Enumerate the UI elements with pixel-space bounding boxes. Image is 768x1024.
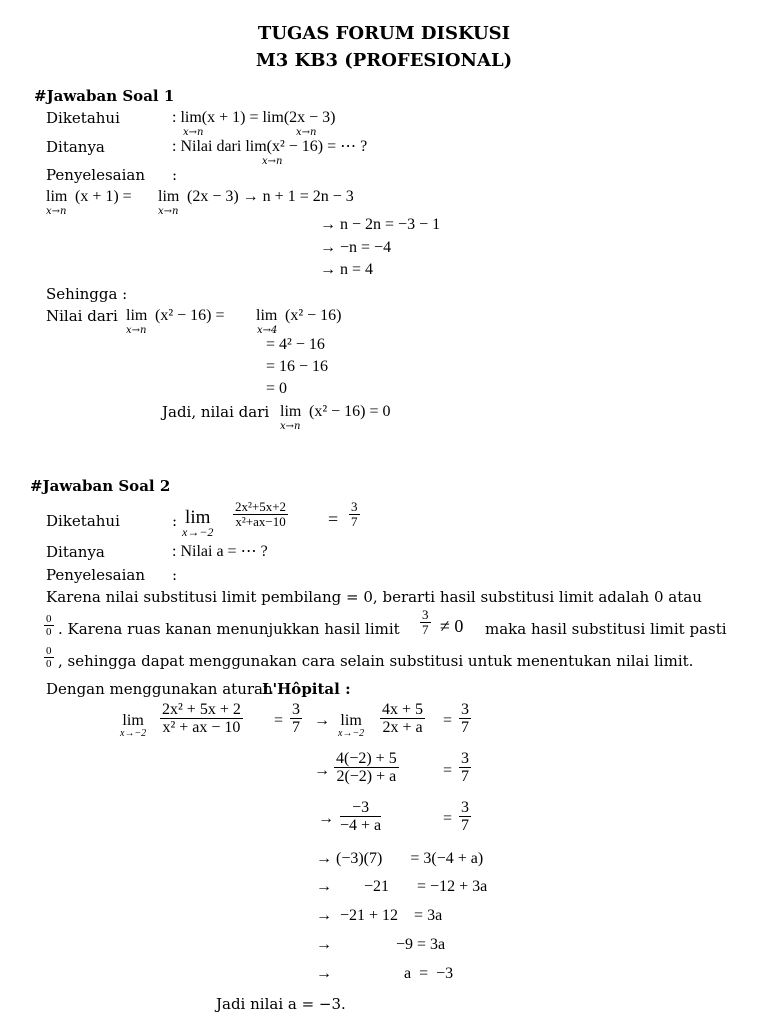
soal2-diketahui-eq: = <box>328 509 339 529</box>
soal2-s1-rhs: $\frac{3}{7}$ <box>461 750 469 785</box>
soal2-s5: → −21 + 12 = 3a <box>316 907 443 924</box>
soal1-step4: → n = 4 <box>320 261 374 278</box>
soal1-jadi-sub: x→n <box>280 421 301 432</box>
soal2-s1-frac: $\frac{4(-2) + 5}{2(-2) + a}$ <box>336 750 397 785</box>
soal2-s1-eq: = <box>443 762 453 779</box>
soal1-penyelesaian-label: Penyelesaian <box>46 166 146 184</box>
soal2-main-arrow: → <box>314 712 330 729</box>
soal2-diketahui-frac: $\frac{\text{2x²+5x+2}}{\text{x²+ax−10}}$ <box>235 499 287 529</box>
soal1-calc1: = 4² − 16 <box>266 336 325 353</box>
soal2-lhopital-bold: L'Hôpital : <box>262 680 351 698</box>
soal1-calc2: = 16 − 16 <box>266 358 329 375</box>
soal2-main-frac: $\frac{\text{2x² + 5x + 2}}{\text{x² + ax − 10}}$ <box>162 701 241 736</box>
soal1-diketahui-value: : lim(x + 1) = lim(2x − 3) <box>172 109 336 126</box>
soal2-heading: #Jawaban Soal 2 <box>30 477 171 495</box>
soal1-ditanya-label: Ditanya <box>46 138 105 156</box>
soal2-main-lim1: lim x→−2 <box>120 712 147 739</box>
soal2-para1: Karena nilai substitusi limit pembilang = 0, berarti hasil substitusi limit adalah 0 atau <box>46 588 702 606</box>
soal2-diketahui-rhs: $\frac{3}{7}$ <box>351 499 358 529</box>
soal2-para2a: . Karena ruas kanan menunjukkan hasil limit <box>58 620 400 638</box>
soal2-lhopital-prefix: Dengan menggunakan aturan <box>46 680 273 698</box>
soal1-nilai-sub1: x→n <box>126 325 147 336</box>
soal2-ditanya-label: Ditanya <box>46 543 105 561</box>
title-line-2: M3 KB3 (PROFESIONAL) <box>255 50 513 71</box>
soal2-zero-over-zero-1: $\frac{0}{0}$ <box>46 613 52 638</box>
soal2-s6: → −9 = 3a <box>316 936 446 953</box>
soal1-calc3: = 0 <box>266 380 288 397</box>
soal1-step1-lim2: lim <box>158 188 180 205</box>
soal2-s2-rhs: $\frac{3}{7}$ <box>461 799 469 834</box>
soal2-para2-frac: $\frac{3}{7}$ <box>422 607 429 637</box>
soal2-s1-arrow: → <box>314 762 330 779</box>
soal2-s2-eq: = <box>443 810 453 827</box>
soal1-jadi-expr: (x² − 16) = 0 <box>309 403 391 420</box>
soal1-nilai-dari: Nilai dari <box>46 307 118 325</box>
soal1-step1-sub2: x→n <box>158 206 179 217</box>
soal1-nilai-sub2: x→4 <box>257 325 278 336</box>
soal1-nilai-expr1: (x² − 16) = <box>155 307 225 324</box>
soal1-jadi-prefix: Jadi, nilai dari <box>162 403 270 421</box>
soal2-deriv-frac: $\frac{4x + 5}{2x + a}$ <box>382 701 424 736</box>
soal1-step1-right: (2x − 3) → n + 1 = 2n − 3 <box>187 188 354 205</box>
soal2-main-eq: = <box>274 712 284 729</box>
soal1-jadi-lim: lim <box>280 403 302 420</box>
soal1-penyelesaian-colon: : <box>172 166 178 184</box>
soal2-zero-over-zero-2: $\frac{0}{0}$ <box>46 645 52 670</box>
title-line-1: TUGAS FORUM DISKUSI <box>257 23 511 44</box>
soal2-s3: → (−3)(7) = 3(−4 + a) <box>316 850 484 867</box>
soal1-ditanya-sub: x→n <box>262 156 283 167</box>
soal2-s4: → −21 = −12 + 3a <box>316 878 488 895</box>
soal2-para2c: maka hasil substitusi limit pasti <box>485 620 727 638</box>
soal1-step1-sub1: x→n <box>46 206 67 217</box>
soal2-jadi: Jadi nilai a = −3. <box>216 995 346 1013</box>
soal1-nilai-lim1: lim <box>126 307 148 324</box>
soal1-step1-lim1: lim <box>46 188 68 205</box>
soal1-diketahui-sub1: x→n <box>183 127 204 138</box>
soal1-nilai-expr2: (x² − 16) <box>285 307 342 324</box>
soal2-penyelesaian-label: Penyelesaian <box>46 566 146 584</box>
soal1-step3: → −n = −4 <box>320 239 392 256</box>
soal2-deriv-eq: = <box>443 712 453 729</box>
soal1-diketahui-label: Diketahui <box>46 109 120 127</box>
soal2-para3: , sehingga dapat menggunakan cara selain substitusi untuk menentukan nilai limit. <box>58 652 694 670</box>
soal1-sehingga: Sehingga : <box>46 285 128 303</box>
soal1-step2: → n − 2n = −3 − 1 <box>320 216 441 233</box>
soal2-diketahui-label: Diketahui <box>46 512 120 530</box>
soal1-heading: #Jawaban Soal 1 <box>34 87 175 105</box>
soal2-s7: → a = −3 <box>316 965 454 982</box>
soal2-diketahui-colon: : <box>172 512 178 530</box>
soal2-para2b: ≠ 0 <box>440 616 464 636</box>
soal2-deriv-rhs: $\frac{3}{7}$ <box>461 701 469 736</box>
soal1-step1-left: (x + 1) = <box>75 188 132 205</box>
soal2-s2-frac: $\frac{-3}{-4 + a}$ <box>340 799 382 834</box>
soal2-main-lim2: lim x→−2 <box>338 712 365 739</box>
soal1-diketahui-sub2: x→n <box>296 127 317 138</box>
soal2-s2-arrow: → <box>318 810 334 827</box>
soal2-ditanya-value: : Nilai a = ⋯ ? <box>172 543 268 560</box>
soal2-penyelesaian-colon: : <box>172 566 178 584</box>
soal1-nilai-lim2: lim <box>256 307 278 324</box>
soal2-main-rhs: $\frac{3}{7}$ <box>292 701 300 736</box>
soal1-ditanya-value: : Nilai dari lim(x² − 16) = ⋯ ? <box>172 138 368 155</box>
soal2-diketahui-lim: lim x→−2 <box>182 507 214 539</box>
